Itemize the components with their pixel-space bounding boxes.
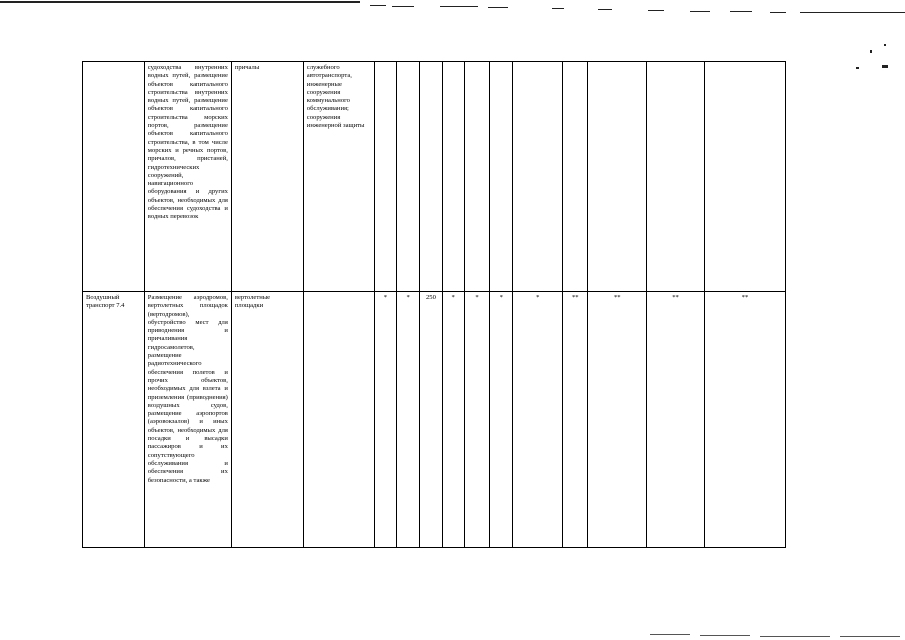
scan-dash: [598, 9, 612, 10]
cell-param: 250: [420, 292, 442, 548]
cell-param: [647, 62, 705, 292]
cell-param: [420, 62, 442, 292]
scan-speck: [870, 50, 872, 53]
scan-dash: [840, 636, 900, 637]
table-row: [83, 62, 786, 292]
scan-dash: [370, 5, 386, 6]
scan-dash: [488, 7, 508, 8]
cell-param: *: [442, 292, 464, 548]
cell-param: [490, 62, 513, 292]
cell-param: [374, 62, 396, 292]
cell-auxiliary-objects: [303, 292, 374, 548]
scan-dash: [392, 6, 414, 7]
scan-dash: [650, 634, 690, 635]
cell-param: [563, 62, 588, 292]
cell-param: **: [588, 292, 647, 548]
cell-param: [704, 62, 785, 292]
cell-name: Воздушный транспорт 7.4: [83, 292, 145, 548]
cell-param: [588, 62, 647, 292]
scan-dash: [800, 12, 905, 13]
table-row: [83, 292, 786, 548]
cell-param: *: [374, 292, 396, 548]
cell-param: *: [513, 292, 563, 548]
scan-dash: [648, 10, 664, 11]
cell-allowed-objects: причалы: [231, 62, 303, 292]
scan-speck: [882, 65, 888, 68]
cell-param: **: [647, 292, 705, 548]
scan-border-top: [0, 1, 360, 3]
cell-auxiliary-objects: служебного автотранспорта, инженерные сооружения коммунального обслуживания; сооружения инженерной защиты: [303, 62, 374, 292]
cell-param: [442, 62, 464, 292]
zoning-table: [82, 61, 786, 548]
cell-name: [83, 62, 145, 292]
scan-dash: [770, 12, 786, 13]
scan-dash: [730, 11, 752, 12]
cell-param: [464, 62, 489, 292]
cell-param: [513, 62, 563, 292]
cell-param: [396, 62, 419, 292]
scan-speck: [884, 44, 886, 46]
scan-dash: [690, 11, 710, 12]
scan-speck: [856, 67, 859, 69]
scan-dash: [700, 635, 750, 636]
cell-param: *: [396, 292, 419, 548]
scan-dash: [552, 8, 564, 9]
scan-dash: [440, 6, 478, 7]
cell-allowed-objects: вертолетные площадки: [231, 292, 303, 548]
cell-param: **: [563, 292, 588, 548]
cell-param: *: [464, 292, 489, 548]
cell-description: судоходства внутренних водных путей, размещение объектов капитального строительства внутренних водных путей, размещение объектов капитального строительства морских портов, размещение объектов капитального строительства, в том числе морских и речных портов, причалов, пристаней, гидротехнических сооружений, навигационного оборудования и других объектов, необходимых для обеспечения судоходства и водных перевозок: [144, 62, 231, 292]
cell-param: **: [704, 292, 785, 548]
scan-dash: [760, 636, 830, 637]
cell-param: *: [490, 292, 513, 548]
cell-description: Размещение аэродромов, вертолетных площадок (вертодромов), обустройство мест для приводнения и причаливания гидросамолетов, размещение радиотехнического обеспечения полетов и прочих объектов, необходимых для взлета и приземления (приводнения) воздушных судов, размещение аэропортов (аэровокзалов) и иных объектов, необходимых для посадки и высадки пассажиров и их сопутствующего обслуживания и обеспечения их безопасности, а также: [144, 292, 231, 548]
